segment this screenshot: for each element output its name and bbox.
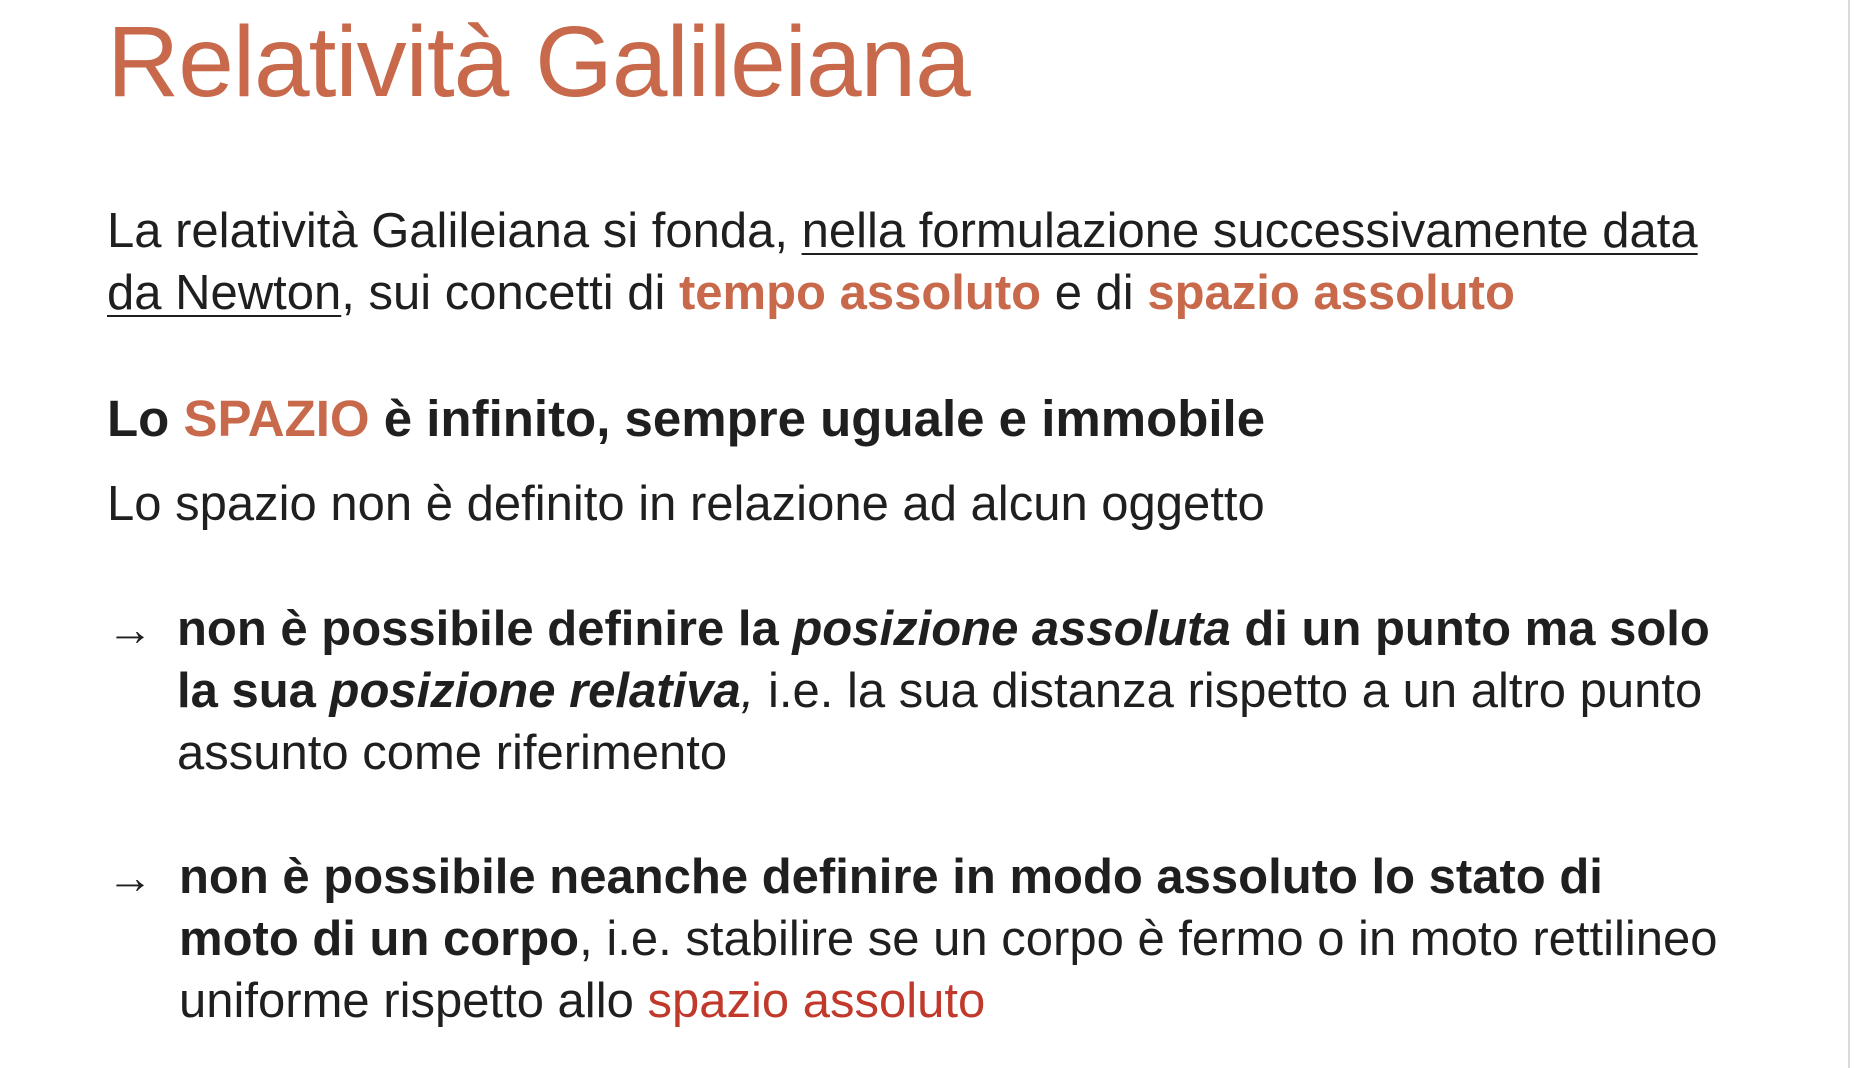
slide-title: Relatività Galileiana [107,6,970,118]
bullet2-line-3 [179,970,1718,1032]
bullet1-bold-b: di un punto ma solo [1230,602,1710,656]
bullet1-line-1 [177,598,1710,660]
bullet1-bold-a: non è possibile definire la [177,602,793,656]
bullet2-l3-pre: uniforme rispetto allo [179,974,648,1028]
bullet-posizione-text [177,598,1710,784]
bullet2-rest: , i.e. stabilire se un corpo è fermo o in moto rettilineo [579,912,1718,966]
intro-paragraph [107,200,1698,324]
heading-post: è infinito, sempre uguale e immobile [369,390,1266,447]
slide-edge-divider [1848,0,1850,1068]
bullet-stato-di-moto-text [179,846,1718,1032]
arrow-right-icon: → [107,603,153,655]
tempo-assoluto-highlight: tempo assoluto [678,266,1042,320]
intro-underlined-2: da Newton [107,266,342,320]
heading-spazio-accent: SPAZIO [183,390,370,447]
spazio-assoluto-highlight: spazio assoluto [1147,266,1515,320]
intro-text-c: e di [1041,266,1148,320]
intro-text-a: La relatività Galileiana si fonda, [107,204,802,258]
intro-line-1 [107,200,1698,262]
bullet1-rest: i.e. la sua distanza rispetto a un altro punto [754,664,1703,718]
intro-line-2 [107,262,1698,324]
bullet2-bold-l1: non è possibile neanche definire in modo assoluto lo stato di [179,850,1603,904]
intro-text-b: , sui concetti di [341,266,679,320]
posizione-assoluta-term: posizione assoluta [792,602,1231,656]
arrow-right-icon: → [107,851,153,903]
spazio-assoluto-link-text: spazio assoluto [647,974,986,1028]
bullet1-line-2 [177,660,1710,722]
bullet1-line-3: assunto come riferimento [177,726,728,780]
bullet1-comma: , [740,664,755,718]
intro-underlined-1: nella formulazione successivamente data [801,204,1698,258]
bullet2-line-1 [179,846,1718,908]
moto-di-un-corpo-term: moto di un corpo [179,912,580,966]
heading-pre: Lo [107,390,184,447]
posizione-relativa-term: posizione relativa [329,664,741,718]
bullet2-line-2 [179,908,1718,970]
bullet1-bold-l2: la sua [177,664,330,718]
spazio-heading [107,388,1265,450]
spazio-definition-line: Lo spazio non è definito in relazione ad alcun oggetto [107,477,1265,531]
